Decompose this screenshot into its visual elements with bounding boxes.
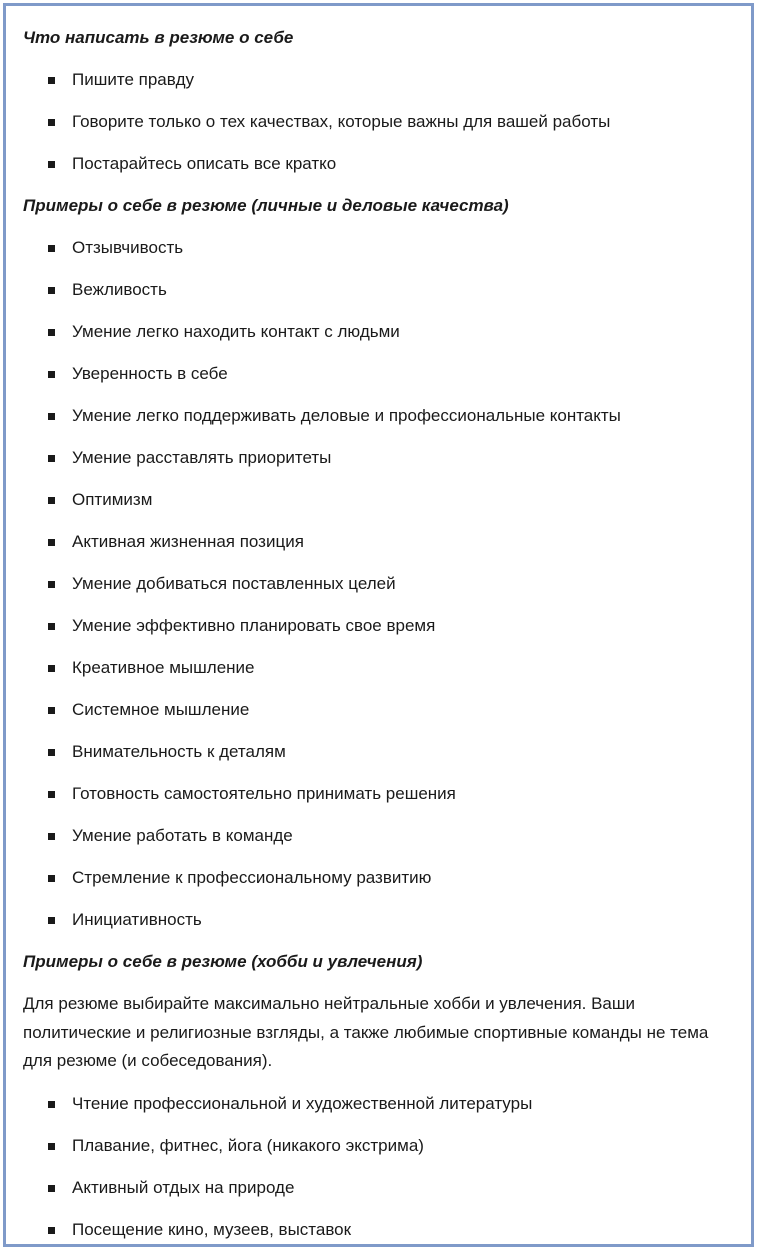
list-item: Креативное мышление	[23, 640, 739, 682]
square-bullet-icon	[48, 1227, 55, 1234]
list-item: Посещение кино, музеев, выставок	[23, 1202, 739, 1244]
list-item: Умение расставлять приоритеты	[23, 430, 739, 472]
square-bullet-icon	[48, 665, 55, 672]
section-heading-hobbies: Примеры о себе в резюме (хобби и увлечения)	[23, 952, 423, 971]
square-bullet-icon	[48, 329, 55, 336]
list-item: Инициативность	[23, 892, 739, 934]
list-item: Умение работать в команде	[23, 808, 739, 850]
list-item: Активная жизненная позиция	[23, 514, 739, 556]
list-item: Активный отдых на природе	[23, 1160, 739, 1202]
square-bullet-icon	[48, 455, 55, 462]
square-bullet-icon	[48, 917, 55, 924]
square-bullet-icon	[48, 1143, 55, 1150]
section-heading-personal-qualities: Примеры о себе в резюме (личные и деловые качества)	[23, 196, 509, 215]
list-item: Умение легко находить контакт с людьми	[23, 304, 739, 346]
list-item: Отзывчивость	[23, 220, 739, 262]
list-item: Оптимизм	[23, 472, 739, 514]
list-item: Умение легко поддерживать деловые и профессиональные контакты	[23, 388, 739, 430]
square-bullet-icon	[48, 497, 55, 504]
list-item: Постарайтесь описать все кратко	[23, 136, 739, 178]
section-heading-what-to-write: Что написать в резюме о себе	[23, 28, 294, 47]
list-item: Плавание, фитнес, йога (никакого экстрима)	[23, 1118, 739, 1160]
square-bullet-icon	[48, 371, 55, 378]
square-bullet-icon	[48, 875, 55, 882]
list-item: Готовность самостоятельно принимать решения	[23, 766, 739, 808]
hobbies-paragraph: Для резюме выбирайте максимально нейтральные хобби и увлечения. Ваши политические и религиозные взгляды, а также любимые спортивные команды не тема для резюме (и собеседования).	[23, 994, 709, 1070]
square-bullet-icon	[48, 77, 55, 84]
square-bullet-icon	[48, 539, 55, 546]
square-bullet-icon	[48, 245, 55, 252]
list-item: Системное мышление	[23, 682, 739, 724]
square-bullet-icon	[48, 707, 55, 714]
square-bullet-icon	[48, 1101, 55, 1108]
tips-list	[23, 52, 739, 178]
list-item: Пишите правду	[23, 52, 739, 94]
list-item: Внимательность к деталям	[23, 724, 739, 766]
square-bullet-icon	[48, 581, 55, 588]
square-bullet-icon	[48, 1185, 55, 1192]
square-bullet-icon	[48, 749, 55, 756]
list-item: Умение добиваться поставленных целей	[23, 556, 739, 598]
list-item: Умение эффективно планировать свое время	[23, 598, 739, 640]
list-item: Вежливость	[23, 262, 739, 304]
list-item: Чтение профессиональной и художественной литературы	[23, 1076, 739, 1118]
square-bullet-icon	[48, 833, 55, 840]
document-content	[23, 24, 739, 1244]
square-bullet-icon	[48, 413, 55, 420]
square-bullet-icon	[48, 791, 55, 798]
document-frame	[3, 3, 754, 1247]
square-bullet-icon	[48, 623, 55, 630]
list-item: Стремление к профессиональному развитию	[23, 850, 739, 892]
square-bullet-icon	[48, 161, 55, 168]
square-bullet-icon	[48, 119, 55, 126]
list-item: Уверенность в себе	[23, 346, 739, 388]
square-bullet-icon	[48, 287, 55, 294]
hobbies-list	[23, 1076, 739, 1244]
qualities-list	[23, 220, 739, 934]
list-item: Говорите только о тех качествах, которые важны для вашей работы	[23, 94, 739, 136]
